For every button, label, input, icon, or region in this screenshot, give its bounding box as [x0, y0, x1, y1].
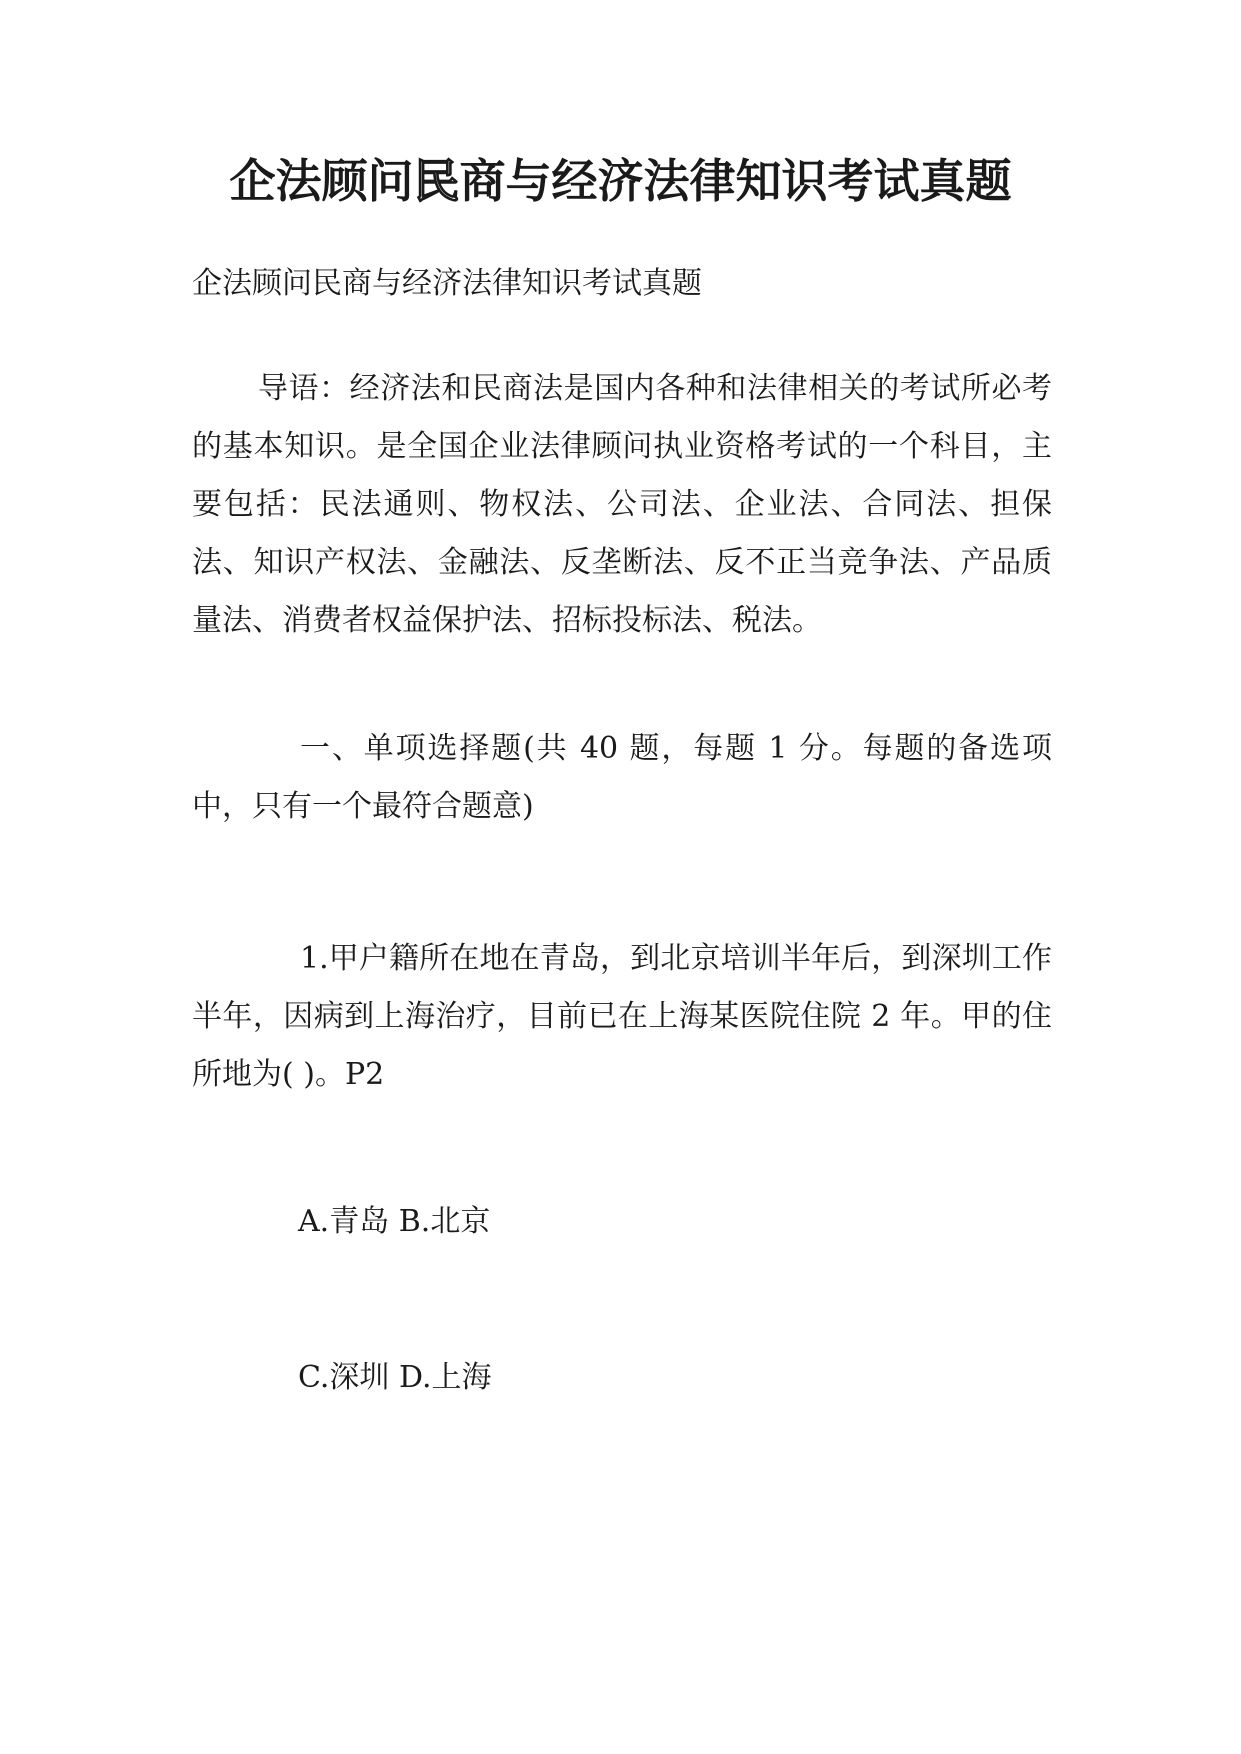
question-1: 1.甲户籍所在地在青岛，到北京培训半年后，到深圳工作半年，因病到上海治疗，目前已在上海某医院住院 2 年。甲的住所地为( )。P2: [192, 941, 1052, 1092]
document-title: [0, 150, 1241, 212]
title-part-2: 商与经济法律知识考试真题: [459, 154, 1012, 208]
title-part-1: 企法顾问: [229, 154, 414, 208]
document-subtitle: 企法顾问民商与经济法律知识考试真题: [192, 266, 702, 301]
question-1-options-cd: C.深圳 D.上海: [298, 1360, 492, 1395]
title-outlined-char: 民: [413, 154, 460, 208]
intro-paragraph: 导语：经济法和民商法是国内各种和法律相关的考试所必考的基本知识。是全国企业法律顾问执业资格考试的一个科目，主要包括：民法通则、物权法、公司法、企业法、合同法、担保法、知识产权法、金融法、反垄断法、反不正当竞争法、产品质量法、消费者权益保护法、招标投标法、税法。: [192, 371, 1052, 638]
question-1-options-ab: A.青岛 B.北京: [298, 1204, 491, 1239]
section-heading: 一、单项选择题(共 40 题，每题 1 分。每题的备选项中，只有一个最符合题意): [192, 731, 1052, 824]
